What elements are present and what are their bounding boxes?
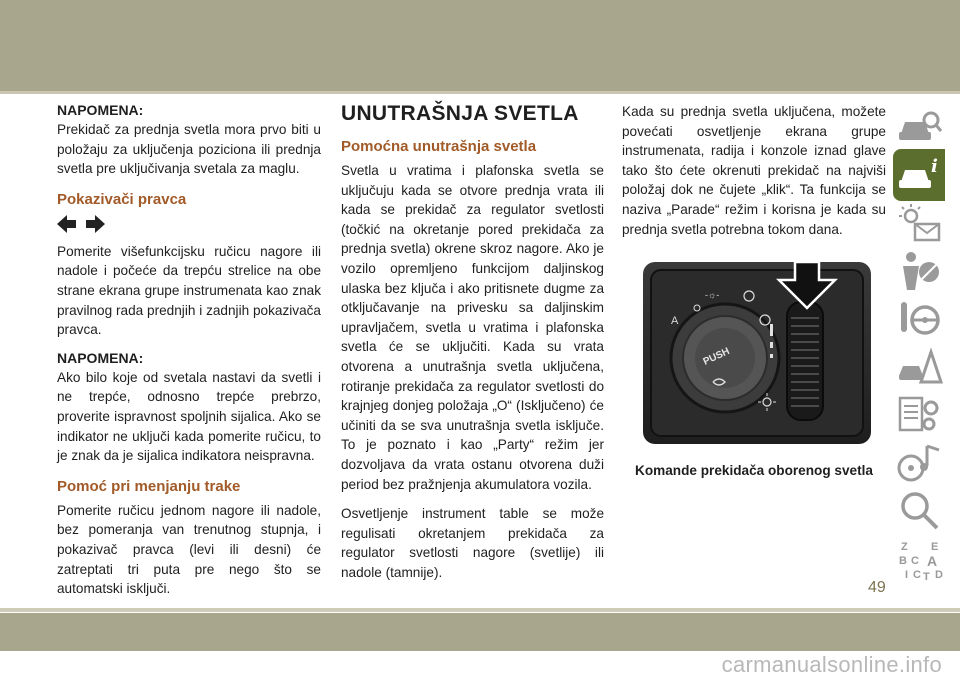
note-text-1: Prekidač za prednja svetla mora prvo biti u položaju za uključenja poziciona ili prednja svetla pre uključivanja svetala za maglu. <box>57 122 321 177</box>
tab-warning-lights-icon[interactable] <box>893 197 945 249</box>
svg-text:Z: Z <box>901 541 908 553</box>
svg-text:C: C <box>913 569 921 581</box>
column-left <box>57 102 321 609</box>
tab-multimedia-icon[interactable] <box>893 437 945 489</box>
heading-lane-change: Pomoć pri menjanju trake <box>57 477 241 495</box>
heading-courtesy-lights: Pomoćna unutrašnja svetla <box>341 138 537 155</box>
svg-text:D: D <box>935 569 943 581</box>
heading-turn-signals: Pokazivači pravca <box>57 190 187 208</box>
tab-airbag-person-icon[interactable] <box>893 245 945 297</box>
tab-alphabet-index-icon[interactable] <box>893 533 945 585</box>
svg-text:A: A <box>927 553 938 569</box>
tab-steering-wheel-icon[interactable] <box>893 293 945 345</box>
parade-mode-text: Kada su prednja svetla uključena, možete povećati osvetljenje ekrana grupe instrumenata, radija i konzole iznad glave tako što ćete okrenuti prekidač na najviši položaj dok ne čujete „klik“. Ta funkcija se naziva „Parade“ režim i korisna je kada su prednja svetla potrebna tokom dana. <box>622 104 886 237</box>
tab-search-icon[interactable] <box>893 485 945 537</box>
headlight-switch-image <box>643 262 871 444</box>
svg-text:-☼-: -☼- <box>705 290 720 300</box>
bottom-band <box>0 613 960 651</box>
image-caption: Komande prekidača oborenog svetla <box>635 463 873 478</box>
section-title: UNUTRAŠNJA SVETLA <box>341 102 579 125</box>
tab-roadside-triangle-icon[interactable] <box>893 341 945 393</box>
dimmer-text: Osvetljenje instrument table se može regulisati okretanjem prekidača za regulator svetlosti nagore (svetlije) ili nadole (tamnije). <box>341 506 604 580</box>
note-text-2: Ako bilo koje od svetala nastavi da svetli i ne trepće, odnosno trepće prebrzo, proverite ispravnost spoljnih sijalica. Ako se indikator ne uključi kada pomerite ručicu, to je znak da je sijalica indikatora neispravna. <box>57 369 321 464</box>
turn-arrows-icon <box>57 214 321 234</box>
svg-text:E: E <box>931 541 939 553</box>
turn-signals-text: Pomerite višefunkcijsku ručicu nagore ili nadole i počeće da trepću strelice na obe strane ekrana grupe instrumenata kao znak pravilnog rada prednjih i zadnjih pokazivača pravca. <box>57 243 321 338</box>
column-right <box>622 102 886 249</box>
svg-text:i: i <box>931 156 938 177</box>
lane-change-text: Pomerite ručicu jednom nagore ili nadole, bez pomeranja van trenutnog stupnja, i pokazivač pravca (levi ili desni) će zatreptati tri puta pre nego što se automatski isključi. <box>57 502 321 597</box>
svg-text:I: I <box>905 569 909 581</box>
bottom-band-line <box>0 608 960 612</box>
svg-text:B: B <box>899 555 907 567</box>
switch-auto-label: A <box>671 315 679 327</box>
courtesy-lights-text: Svetla u vratima i plafonska svetla se uključuju kada se otvore prednja vrata ili kada se prekidač za regulator svetlosti (točkić na okretanje pored prekidača za prednja svetla) okrene skroz nagore. Ako je vozilo opremljeno funkcijom daljinskog ulaska bez ključa i ako pritisnete dugme za otključavanje na privesku sa daljinskim upravljačem, svetla u vratima i plafonska svetla će se uključiti. Kada su vrata otvorena a unutrašnja svetla uključena, rotiranje prekidača za regulator svetlosti do krajnjeg donjeg položaja „O“ (Isključeno) će učiniti da se sva unutrašnja svetla isključe. To je poznato i kao „Party“ režim jer dozvoljava da vrata ostanu otvorena duži period bez pražnjenja akumulatora vozila. <box>341 163 604 492</box>
top-band-line <box>0 91 960 94</box>
note-label-1: NAPOMENA: <box>57 102 144 118</box>
page-number: 49 <box>868 579 886 596</box>
tab-checklist-gears-icon[interactable] <box>893 389 945 441</box>
tab-car-info-icon[interactable] <box>893 149 945 201</box>
note-label-2: NAPOMENA: <box>57 349 144 366</box>
svg-text:T: T <box>923 571 930 583</box>
column-middle <box>341 102 604 592</box>
watermark: carmanualsonline.info <box>721 652 942 677</box>
tab-car-search-icon[interactable] <box>893 101 945 153</box>
top-band <box>0 0 960 91</box>
svg-text:C: C <box>911 555 919 567</box>
switch-push-label: PUSH <box>701 346 732 368</box>
